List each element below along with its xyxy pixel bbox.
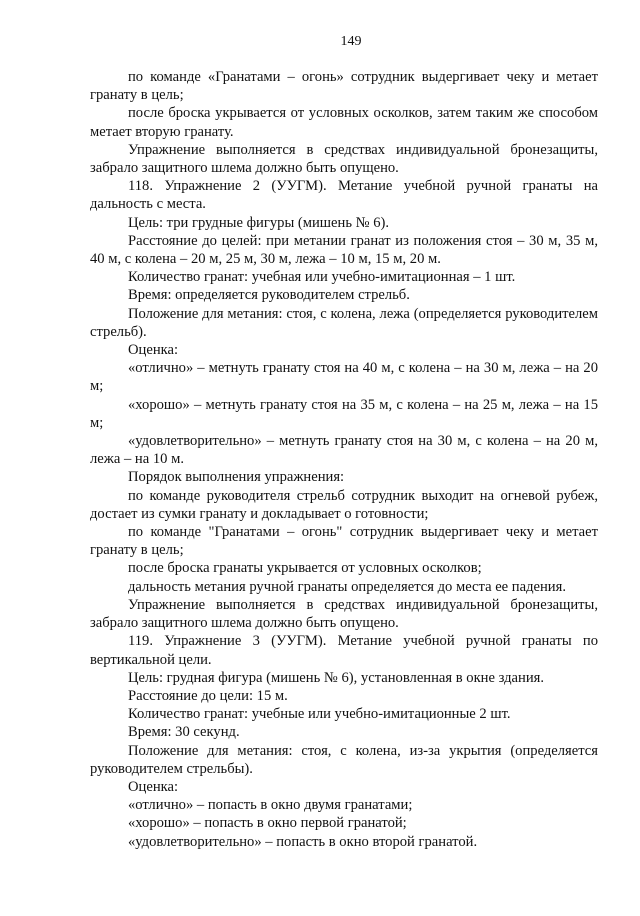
- paragraph: дальность метания ручной гранаты определяется до места ее падения.: [128, 578, 566, 595]
- paragraph: Время: 30 секунд.: [128, 724, 240, 741]
- paragraph: Время: определяется руководителем стрельб.: [128, 287, 410, 304]
- paragraph: по команде "Гранатами – огонь" сотрудник выдергивает чеку и метает гранату в цель;: [90, 524, 598, 559]
- paragraph: Положение для метания: стоя, с колена, лежа (определяется руководителем стрельб).: [90, 305, 598, 340]
- paragraph: после броска укрывается от условных осколков, затем таким же способом метает вторую гранату.: [90, 105, 598, 140]
- paragraph: после броска гранаты укрывается от условных осколков;: [128, 560, 482, 577]
- paragraph: Упражнение выполняется в средствах индивидуальной бронезащиты, забрало защитного шлема должно быть опущено.: [90, 141, 598, 177]
- paragraph: «удовлетворительно» – попасть в окно второй гранатой.: [128, 833, 478, 850]
- paragraph: 118. Упражнение 2 (УУГМ). Метание учебной ручной гранаты на дальность с места.: [90, 178, 598, 213]
- paragraph: по команде «Гранатами – огонь» сотрудник выдергивает чеку и метает гранату в цель;: [90, 69, 598, 104]
- paragraph: 119. Упражнение 3 (УУГМ). Метание учебной ручной гранаты по вертикальной цели.: [90, 633, 598, 668]
- page-number: 149: [340, 34, 362, 49]
- paragraph: Количество гранат: учебные или учебно-имитационные 2 шт.: [128, 706, 511, 723]
- paragraph: «отлично» – попасть в окно двумя гранатами;: [128, 797, 413, 814]
- paragraph: Расстояние до цели: 15 м.: [128, 687, 288, 704]
- body-text: [90, 68, 598, 851]
- paragraph: «удовлетворительно» – метнуть гранату стоя на 30 м, с колена – на 20 м, лежа – на 10 м.: [90, 433, 598, 468]
- paragraph: Количество гранат: учебная или учебно-имитационная – 1 шт.: [128, 269, 516, 286]
- paragraph: Порядок выполнения упражнения:: [128, 469, 345, 486]
- paragraph: Положение для метания: стоя, с колена, из-за укрытия (определяется руководителем стрельбы).: [90, 742, 598, 777]
- paragraph: по команде руководителя стрельб сотрудник выходит на огневой рубеж, достает из сумки гранату и докладывает о готовности;: [90, 487, 598, 522]
- paragraph: «отлично» – метнуть гранату стоя на 40 м, с колена – на 30 м, лежа – на 20 м;: [90, 360, 598, 395]
- paragraph: «хорошо» – метнуть гранату стоя на 35 м, с колена – на 25 м, лежа – на 15 м;: [90, 396, 598, 431]
- paragraph: Расстояние до целей: при метании гранат из положения стоя – 30 м, 35 м, 40 м, с колена – 20 м, 25 м, 30 м, лежа – 10 м, 15 м, 20 м.: [90, 232, 598, 268]
- paragraph: Цель: три грудные фигуры (мишень № 6).: [128, 214, 390, 231]
- paragraph: Оценка:: [128, 778, 179, 795]
- paragraph: «хорошо» – попасть в окно первой гранатой;: [128, 815, 407, 832]
- paragraph: Упражнение выполняется в средствах индивидуальной бронезащиты, забрало защитного шлема должно быть опущено.: [90, 596, 598, 632]
- paragraph: Оценка:: [128, 342, 179, 359]
- paragraph: Цель: грудная фигура (мишень № 6), установленная в окне здания.: [128, 669, 545, 686]
